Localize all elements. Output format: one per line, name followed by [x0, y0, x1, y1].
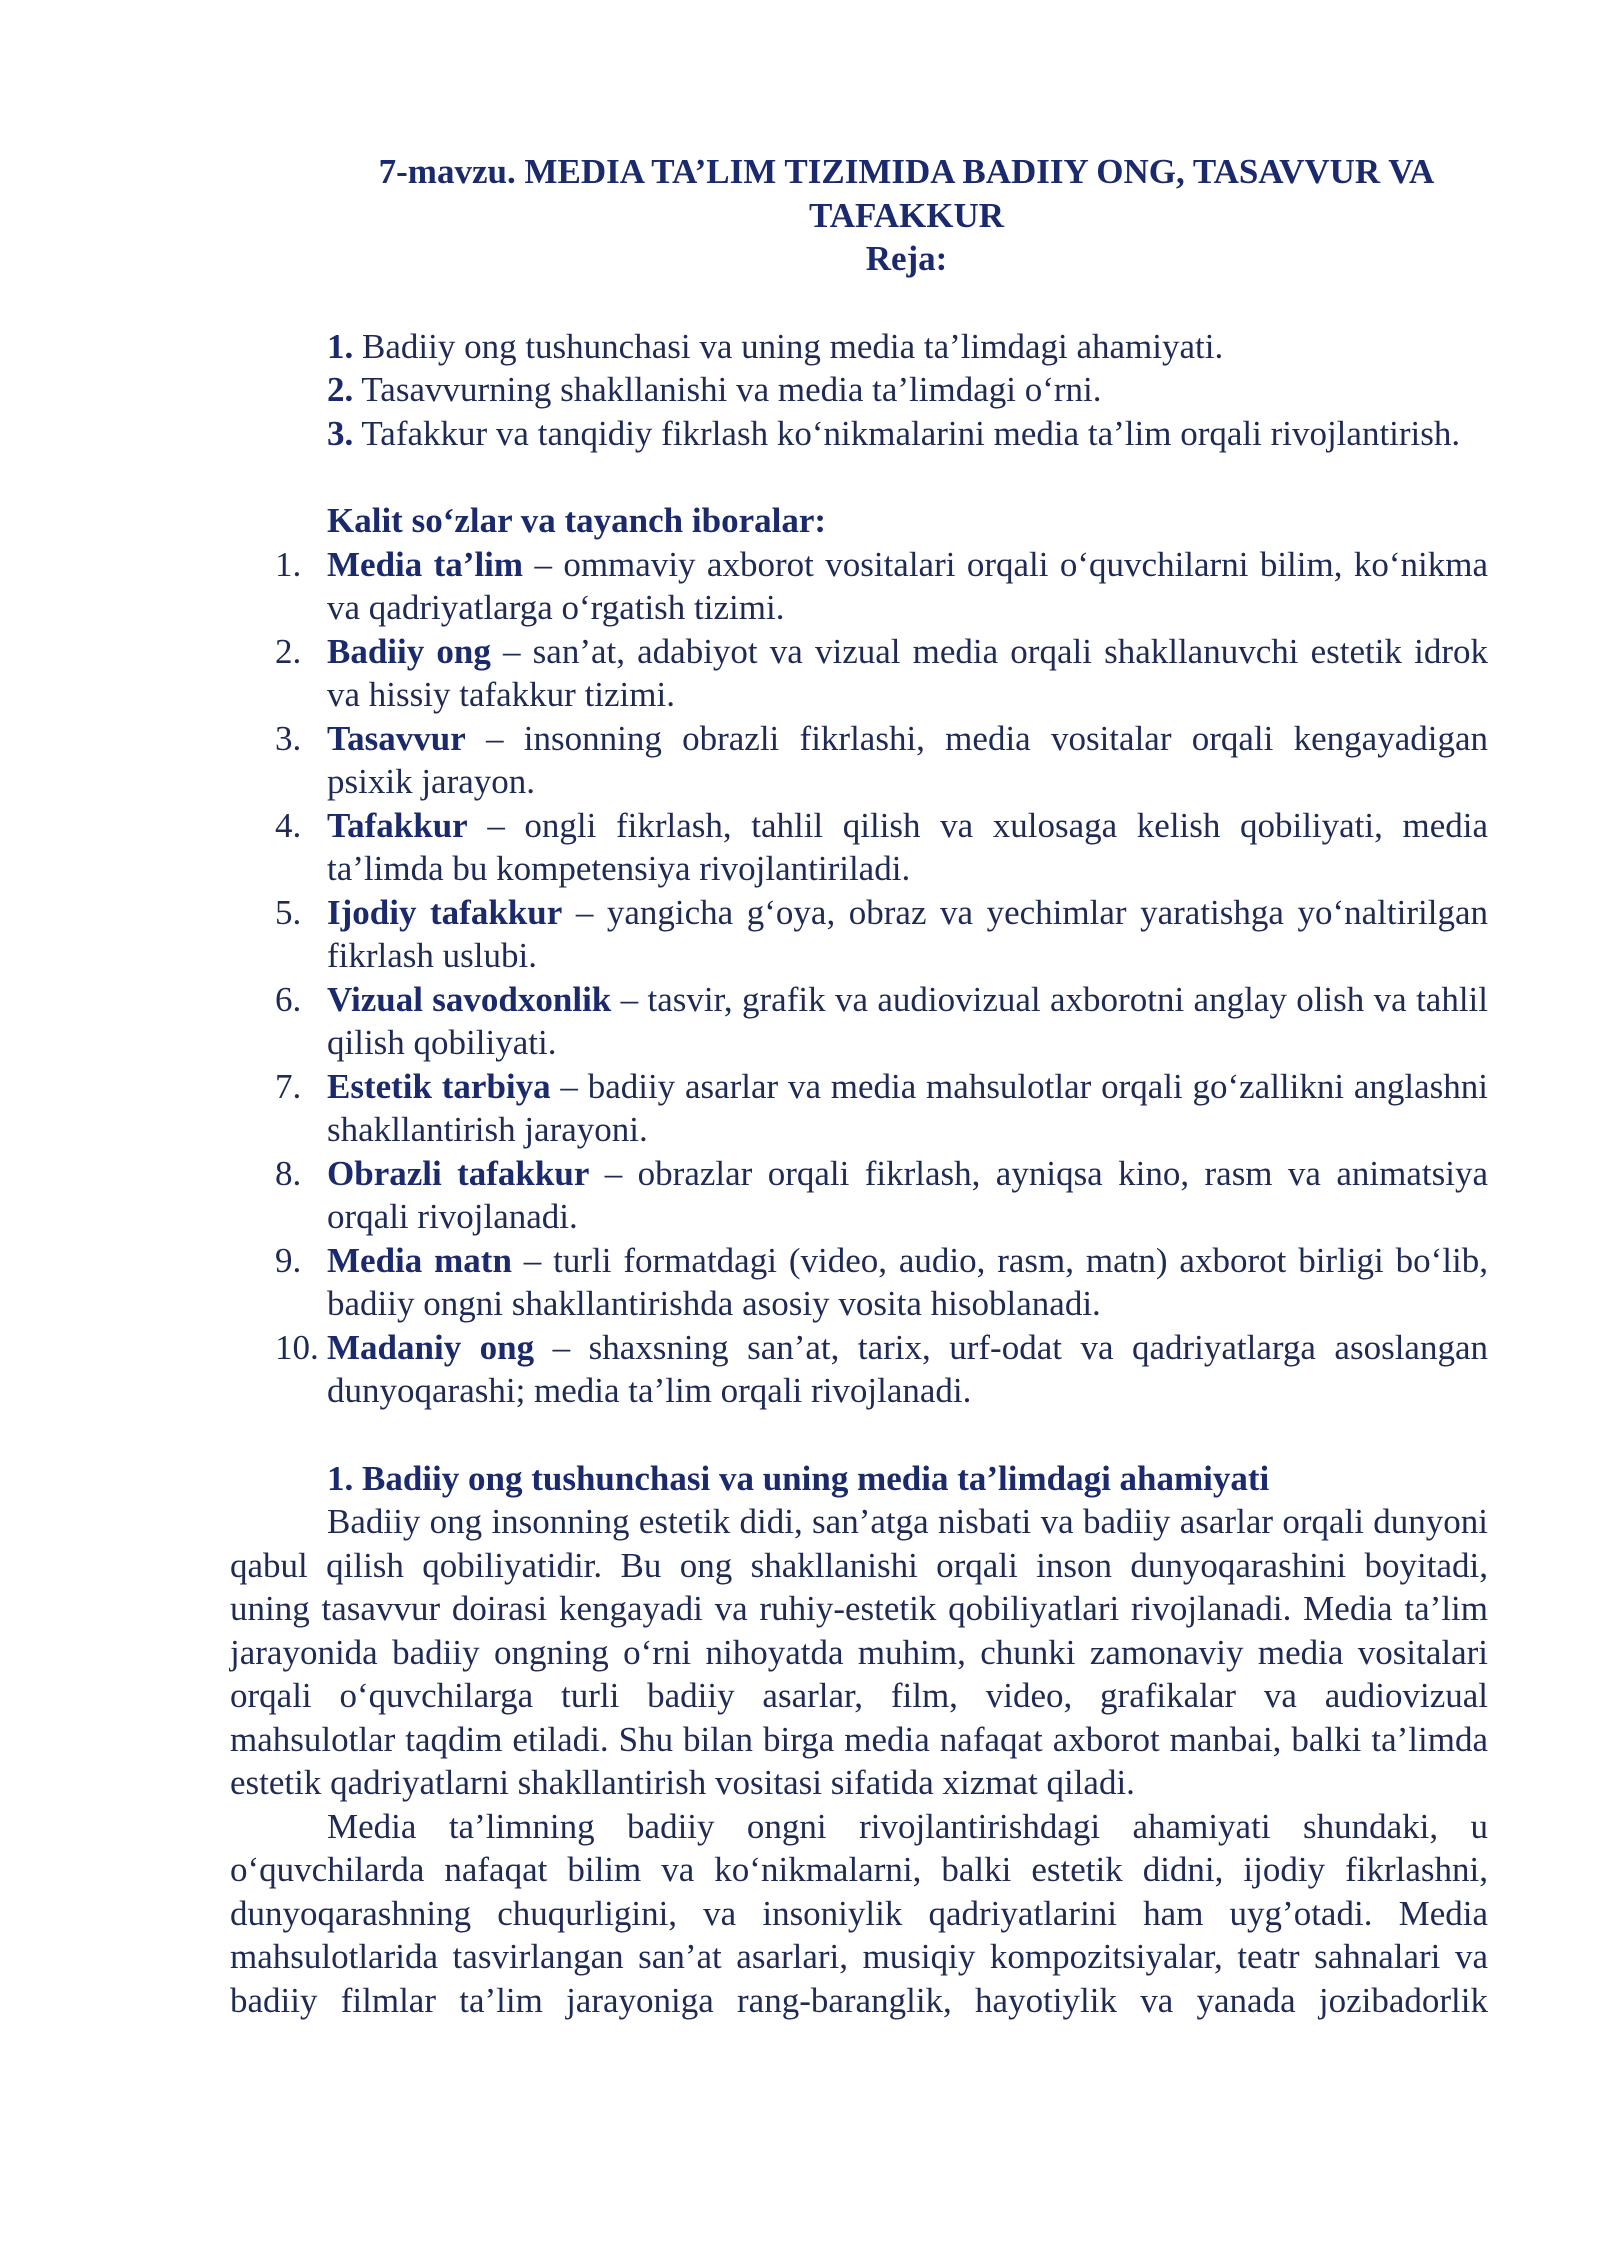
- list-item-number: 6.: [275, 979, 302, 1019]
- list-item-number: 4.: [275, 805, 302, 845]
- term-name: Obrazli tafakkur: [327, 1153, 590, 1193]
- plan-item-text: Tasavvurning shakllanishi va media ta’limdagi o‘rni.: [353, 370, 1102, 409]
- list-item: [230, 1326, 1488, 1413]
- list-item: [230, 1239, 1488, 1326]
- term-definition: – badiiy asarlar va media mahsulotlar orqali go‘zallikni anglashni shakllantirish jarayoni.: [327, 1066, 1488, 1149]
- list-item: [230, 804, 1488, 891]
- plan-item-number: 3.: [327, 413, 354, 453]
- section-paragraph-1: Badiiy ong insonning estetik didi, san’atga nisbati va badiiy asarlar orqali dunyoni qabul qilish qobiliyatidir. Bu ong shakllanishi orqali inson dunyoqarashini boyitadi, uning tasavvur doirasi kengayadi va ruhiy-estetik qobiliyatlari rivojlanadi. Media ta’lim jarayonida badiiy ongning o‘rni nihoyatda muhim, chunki zamonaviy media vositalari orqali o‘quvchilarga turli badiiy asarlar, film, video, grafikalar va audiovizual mahsulotlar taqdim etiladi. Shu bilan birga media nafaqat axborot manbai, balki ta’limda estetik qadriyatlarni shakllantirish vositasi sifatida xizmat qiladi.: [230, 1502, 1488, 1802]
- title-line-1: 7-mavzu. MEDIA TA’LIM TIZIMIDA BADIIY ONG, TASAVVUR VA: [378, 152, 1435, 191]
- term-definition: – ommaviy axborot vositalari orqali o‘quvchilarni bilim, ko‘nikma va qadriyatlarga o‘rgatish tizimi.: [327, 544, 1488, 627]
- plan-item-number: 2.: [327, 370, 354, 409]
- section-paragraph-2: Media ta’limning badiiy ongni rivojlantirishdagi ahamiyati shundaki, u o‘quvchilarda nafaqat bilim va ko‘nikmalarni, balki estetik didni, ijodiy fikrlashni, dunyoqarashning chuqurligini, va insoniylik qadriyatlarini ham uyg’otadi. Media mahsulotlarida tasvirlangan san’at asarlari, musiqiy kompozitsiyalar, teatr sahnalari va badiiy filmlar ta’lim jarayoniga rang-baranglik, hayotiylik va yanada jozibadorlik: [230, 1806, 1488, 2020]
- plan-heading: Reja:: [865, 239, 948, 278]
- term-definition: – yangicha g‘oya, obraz va yechimlar yaratishga yo‘naltirilgan fikrlash uslubi.: [327, 892, 1488, 975]
- list-item: [230, 978, 1488, 1065]
- term-name: Madaniy ong: [327, 1327, 535, 1367]
- list-item: [230, 543, 1488, 630]
- term-definition: – obrazlar orqali fikrlash, ayniqsa kino, rasm va animatsiya orqali rivojlanadi.: [327, 1153, 1488, 1236]
- term-definition: – turli formatdagi (video, audio, rasm, matn) axborot birligi bo‘lib, badiiy ongni shakllantirishda asosiy vosita hisoblanadi.: [327, 1240, 1488, 1323]
- keywords-heading: Kalit so‘zlar va tayanch iboralar:: [327, 501, 827, 540]
- list-item-number: 7.: [275, 1066, 302, 1106]
- term-definition: – insonning obrazli fikrlashi, media vositalar orqali kengayadigan psixik jarayon.: [327, 718, 1488, 801]
- plan-list: [230, 325, 1488, 456]
- term-name: Media ta’lim: [327, 544, 524, 584]
- list-item: [230, 891, 1488, 978]
- list-item: [230, 630, 1488, 717]
- page-title: [230, 150, 1488, 237]
- list-item-number: 5.: [275, 892, 302, 932]
- list-item: [230, 1152, 1488, 1239]
- term-name: Ijodiy tafakkur: [327, 892, 563, 932]
- plan-item-number: 1.: [327, 326, 354, 366]
- term-name: Vizual savodxonlik: [327, 979, 612, 1019]
- document-content: [230, 150, 1488, 2022]
- plan-item-1: [230, 325, 1488, 369]
- list-item-number: 9.: [275, 1240, 302, 1280]
- plan-item-text: Tafakkur va tanqidiy fikrlash ko‘nikmalarini media ta’lim orqali rivojlantirish.: [353, 413, 1461, 453]
- term-name: Estetik tarbiya: [327, 1066, 551, 1106]
- term-definition: – ongli fikrlash, tahlil qilish va xulosaga kelish qobiliyati, media ta’limda bu kompetensiya rivojlantiriladi.: [327, 805, 1488, 888]
- title-line-2: TAFAKKUR: [808, 195, 1005, 235]
- term-definition: – san’at, adabiyot va vizual media orqali shakllanuvchi estetik idrok va hissiy tafakkur tizimi.: [327, 631, 1488, 714]
- term-name: Tasavvur: [327, 718, 466, 758]
- list-item: [230, 1065, 1488, 1152]
- keywords-list: [230, 543, 1488, 1413]
- section-heading: 1. Badiiy ong tushunchasi va uning media ta’limdagi ahamiyati: [327, 1458, 1270, 1498]
- term-name: Media matn: [327, 1240, 512, 1280]
- plan-item-text: Badiiy ong tushunchasi va uning media ta’limdagi ahamiyati.: [353, 326, 1224, 366]
- list-item-number: 8.: [275, 1153, 302, 1193]
- term-name: Badiiy ong: [327, 631, 491, 671]
- list-item: [230, 717, 1488, 804]
- list-item-number: 3.: [275, 718, 302, 758]
- term-definition: – tasvir, grafik va audiovizual axborotni anglay olish va tahlil qilish qobiliyati.: [327, 979, 1488, 1062]
- list-item-number: 1.: [275, 544, 302, 584]
- plan-item-3: [230, 412, 1488, 456]
- term-definition: – shaxsning san’at, tarix, urf-odat va qadriyatlarga asoslangan dunyoqarashi; media ta’lim orqali rivojlanadi.: [327, 1327, 1488, 1410]
- plan-item-2: [230, 368, 1488, 412]
- term-name: Tafakkur: [327, 805, 468, 845]
- list-item-number: 10.: [275, 1327, 319, 1367]
- list-item-number: 2.: [275, 631, 302, 671]
